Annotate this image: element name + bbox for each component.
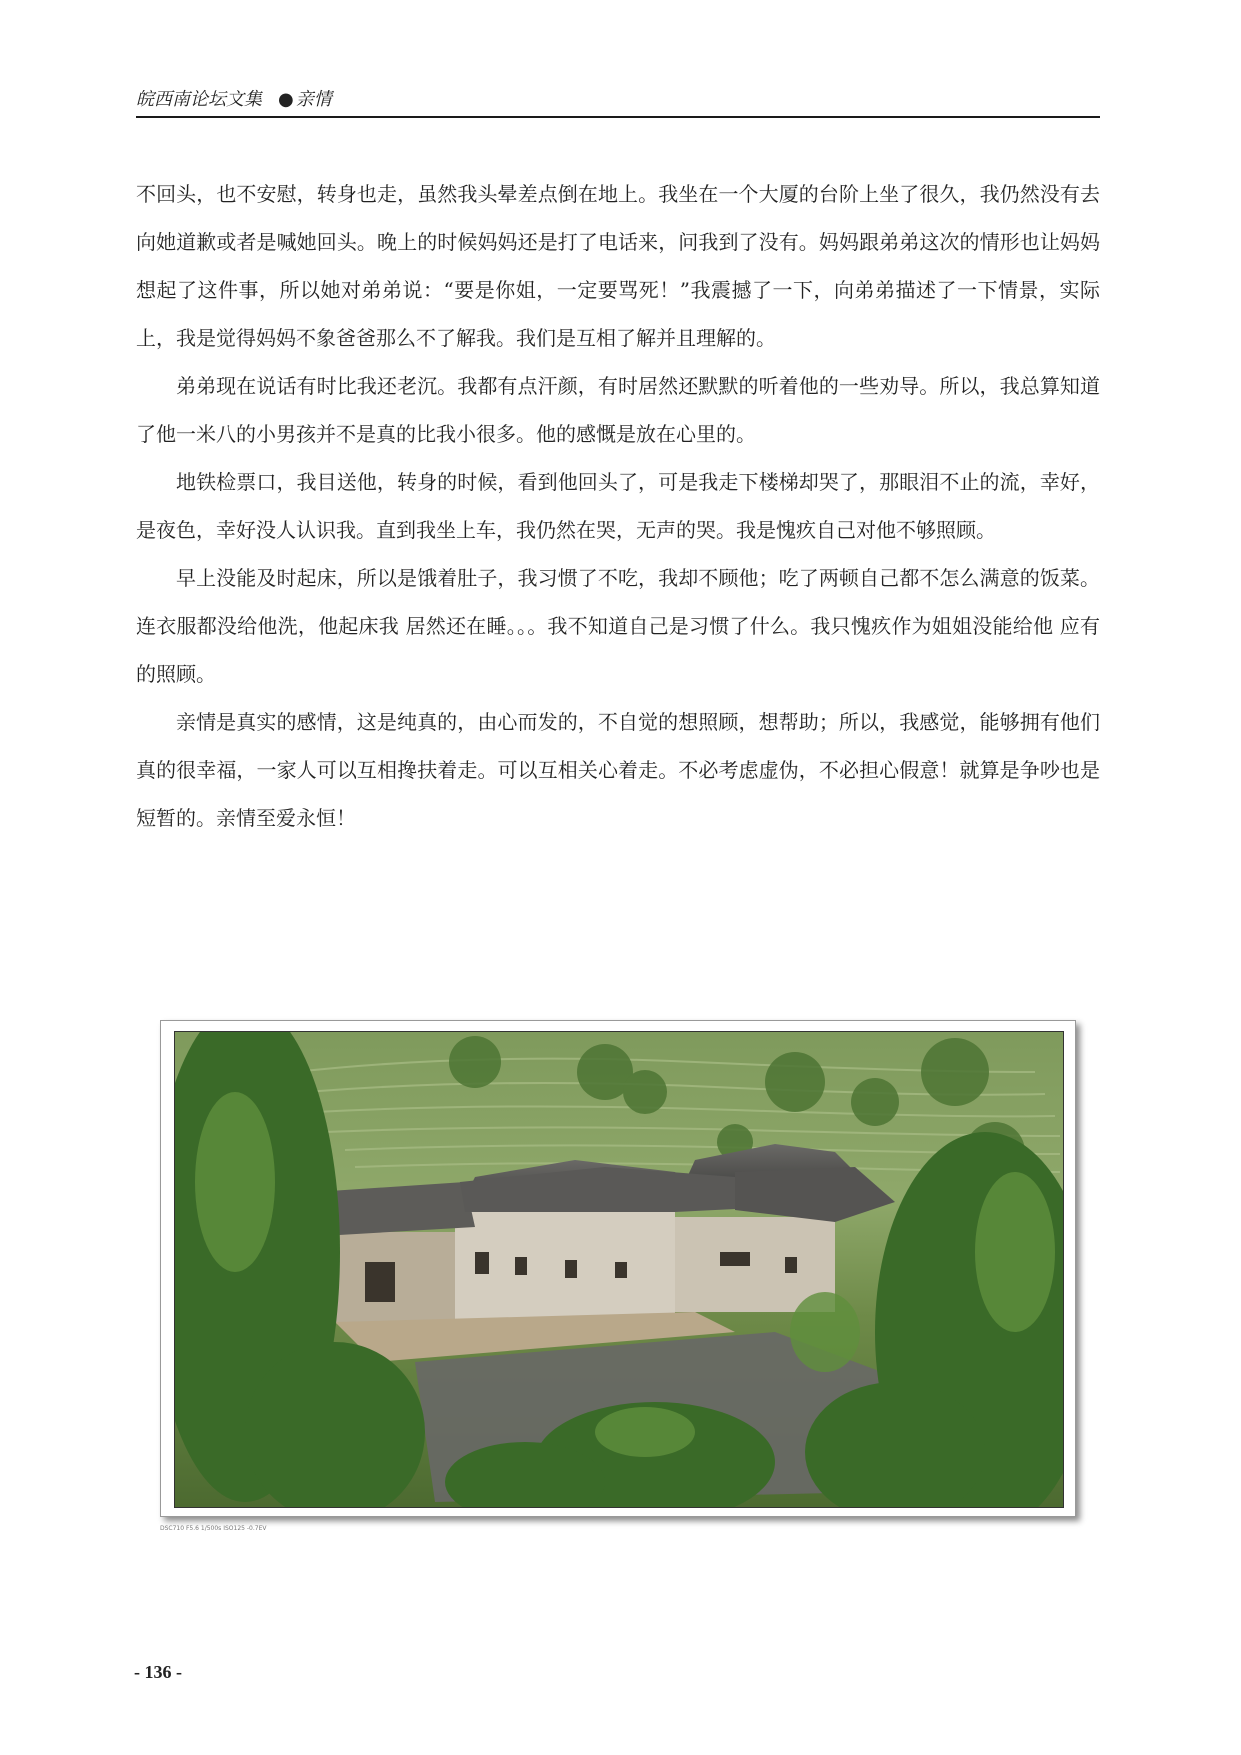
page-header bbox=[136, 86, 1100, 118]
article-body bbox=[136, 170, 1100, 842]
section-title: 亲情 bbox=[295, 89, 332, 110]
paragraph-2: 弟弟现在说话有时比我还老沉。我都有点汗颜，有时居然还默默的听着他的一些劝导。所以，我总算知道了他一米八的小男孩并不是真的比我小很多。他的感慨是放在心里的。 bbox=[136, 374, 1100, 446]
section-marker-icon: ● bbox=[278, 89, 294, 110]
paragraph-1: 不回头，也不安慰，转身也走，虽然我头晕差点倒在地上。我坐在一个大厦的台阶上坐了很久，我仍然没有去向她道歉或者是喊她回头。晚上的时候妈妈还是打了电话来，问我到了没有。妈妈跟弟弟这次的情形也让妈妈想起了这件事，所以她对弟弟说：“要是你姐，一定要骂死！”我震撼了一下，向弟弟描述了一下情景，实际上，我是觉得妈妈不象爸爸那么不了解我。我们是互相了解并且理解的。 bbox=[136, 182, 1100, 350]
paragraph-4: 早上没能及时起床，所以是饿着肚子，我习惯了不吃，我却不顾他；吃了两顿自己都不怎么满意的饭菜。连衣服都没给他洗，他起床我 居然还在睡。。。我不知道自己是习惯了什么。我只愧疚作为姐姐没能给他 应有的照顾。 bbox=[136, 566, 1100, 686]
paragraph-3: 地铁检票口，我目送他，转身的时候，看到他回头了，可是我走下楼梯却哭了，那眼泪不止的流，幸好，是夜色，幸好没人认识我。直到我坐上车，我仍然在哭，无声的哭。我是愧疚自己对他不够照顾。 bbox=[136, 470, 1100, 542]
photo-exif-caption: DSC710 F5.6 1/500s ISO125 -0.7EV bbox=[160, 1525, 267, 1532]
book-title: 皖西南论坛文集 bbox=[136, 89, 262, 110]
village-photo-frame bbox=[160, 1020, 1076, 1517]
paragraph-5: 亲情是真实的感情，这是纯真的，由心而发的，不自觉的想照顾，想帮助；所以，我感觉，能够拥有他们真的很幸福，一家人可以互相搀扶着走。可以互相关心着走。不必考虑虚伪，不必担心假意！就算是争吵也是短暂的。亲情至爱永恒！ bbox=[136, 710, 1100, 830]
running-head bbox=[136, 85, 332, 111]
village-photo bbox=[174, 1031, 1064, 1508]
page-number: - 136 - bbox=[134, 1662, 182, 1682]
